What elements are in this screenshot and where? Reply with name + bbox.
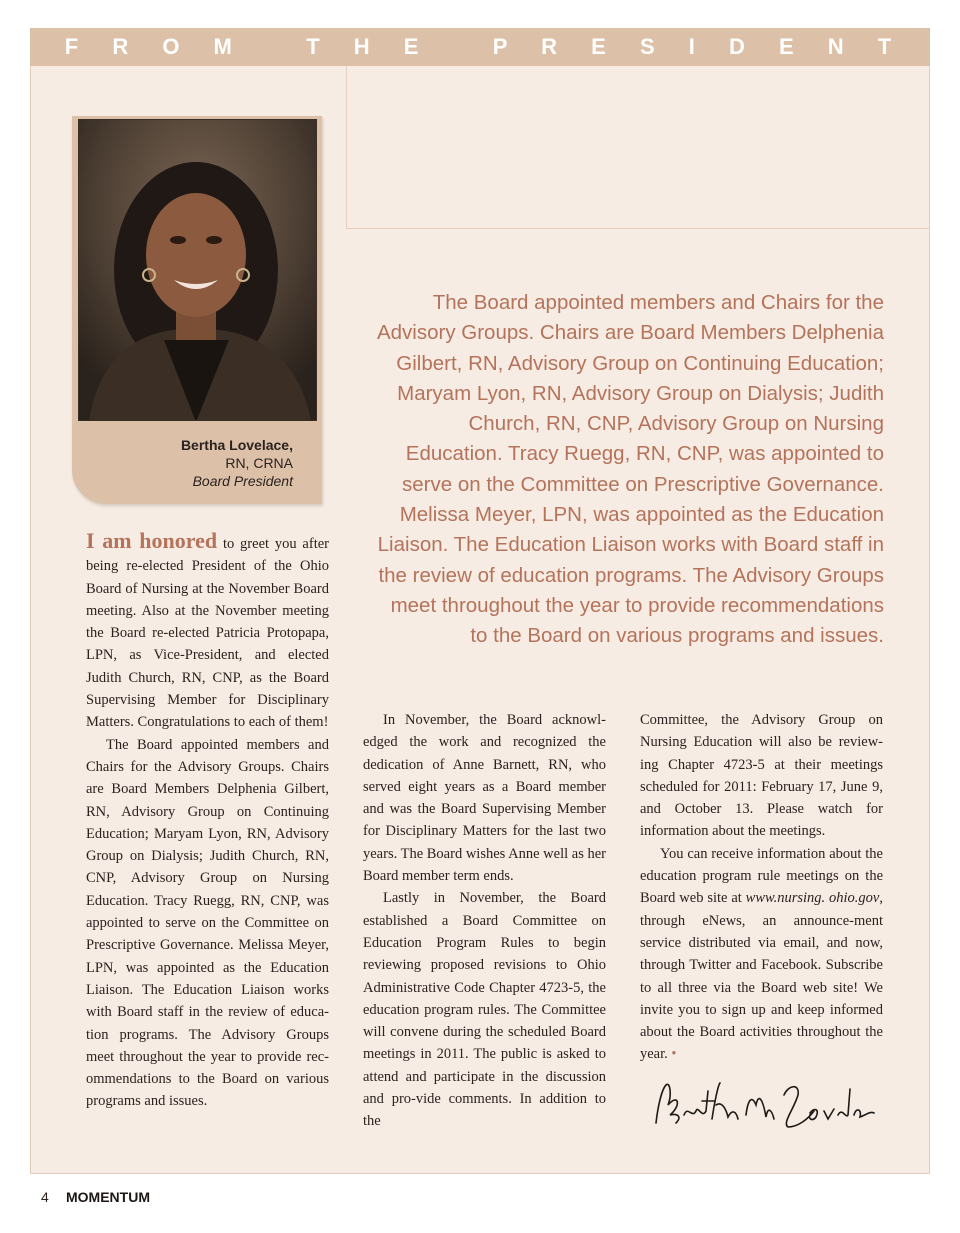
page-number: 4	[41, 1189, 49, 1205]
magazine-name: MOMENTUM	[66, 1189, 150, 1205]
paragraph-text: to greet you after being re-elected President of the Ohio Board of Nursing at the November Board meeting. Also at the November meeting the Board re-elected Patricia Protopapa, LPN, as Vice-President, and elected Judith Church, RN, CNP, as the Board Supervising Member for Disciplinary Matters. Congratulations to each of them!	[86, 536, 329, 731]
section-header	[30, 28, 930, 66]
lead-in: I am honored	[86, 528, 218, 553]
divider-vertical	[346, 66, 347, 228]
divider-horizontal	[346, 228, 930, 229]
paragraph: Lastly in November, the Board established a Board Committee on Education Program Rules to begin reviewing proposed revisions to Ohio Administrative Code Chapter 4723-5, the education program rules. The Committee will convene during the scheduled Board meetings in 2011. The public is asked to attend and participate in the discussion and pro-vide comments. In addition to the	[363, 890, 606, 1130]
paragraph	[640, 843, 883, 1066]
caption-title: Board President	[192, 473, 293, 489]
caption-name: Bertha Lovelace,	[180, 437, 293, 453]
president-photo	[78, 119, 317, 421]
article-column-1	[86, 530, 329, 1113]
article-column-2	[363, 709, 606, 1133]
section-title: F R O M T H E P R E S I D E N T	[64, 34, 906, 59]
photo-caption	[90, 436, 293, 490]
website-link[interactable]: www.nursing. ohio.gov	[745, 890, 880, 907]
paragraph: The Board appointed members and Chairs for the Advisory Groups. Chairs are Board Members Delphenia Gilbert, RN, Advisory Group on Continuing Education; Maryam Lyon, RN, Advisory Group on Dialysis; Judith Church, RN, CNP, Advisory Group on Nursing Education. Tracy Ruegg, RN, CNP, was appointed to serve on the Committee on Prescriptive Governance. Melissa Meyer, LPN, was appointed as the Education Liaison. The Education Liaison works with Board staff in the review of educa-tion programs. The Advisory Groups meet throughout the year to provide rec-ommendations to the Board on various programs and issues.	[86, 736, 329, 1110]
end-mark: •	[671, 1046, 677, 1063]
article-column-3	[640, 709, 883, 1066]
paragraph-text: , through eNews, an announce-ment service distributed via email, and now, through Twitter and Facebook. Subscribe to all three via the Board web site! We invite you to sign up and keep informed about the Board activities throughout the year.	[640, 890, 883, 1063]
signature-image	[648, 1075, 878, 1139]
caption-credentials: RN, CRNA	[225, 455, 293, 471]
paragraph-text: You can receive information about the education program rule meetings on the Board web site at	[640, 845, 883, 907]
paragraph: In November, the Board acknowl-edged the work and recognized the dedication of Anne Barnett, RN, who served eight years as a Board member and was the Board Supervising Member for Disciplinary Matters for the last two years. The Board wishes Anne well as her Board member term ends.	[363, 712, 606, 885]
pull-quote: The Board appointed members and Chairs for the Advisory Groups. Chairs are Board Members Delphenia Gilbert, RN, Advisory Group on Continuing Education; Maryam Lyon, RN, Advisory Group on Dialysis; Judith Church, RN, CNP, Advisory Group on Nursing Education. Tracy Ruegg, RN, CNP, was appointed to serve on the Committee on Prescriptive Governance. Melissa Meyer, LPN, was appointed as the Education Liaison. The Education Liaison works with Board staff in the review of education programs. The Advisory Groups meet throughout the year to provide recommendations to the Board on various programs and issues.	[376, 291, 884, 648]
paragraph: Committee, the Advisory Group on Nursing Education will also be review-ing Chapter 4723-5 at their meetings scheduled for 2011: February 17, June 9, and October 13. Please watch for information about the meetings.	[640, 712, 883, 840]
paragraph	[86, 530, 329, 734]
